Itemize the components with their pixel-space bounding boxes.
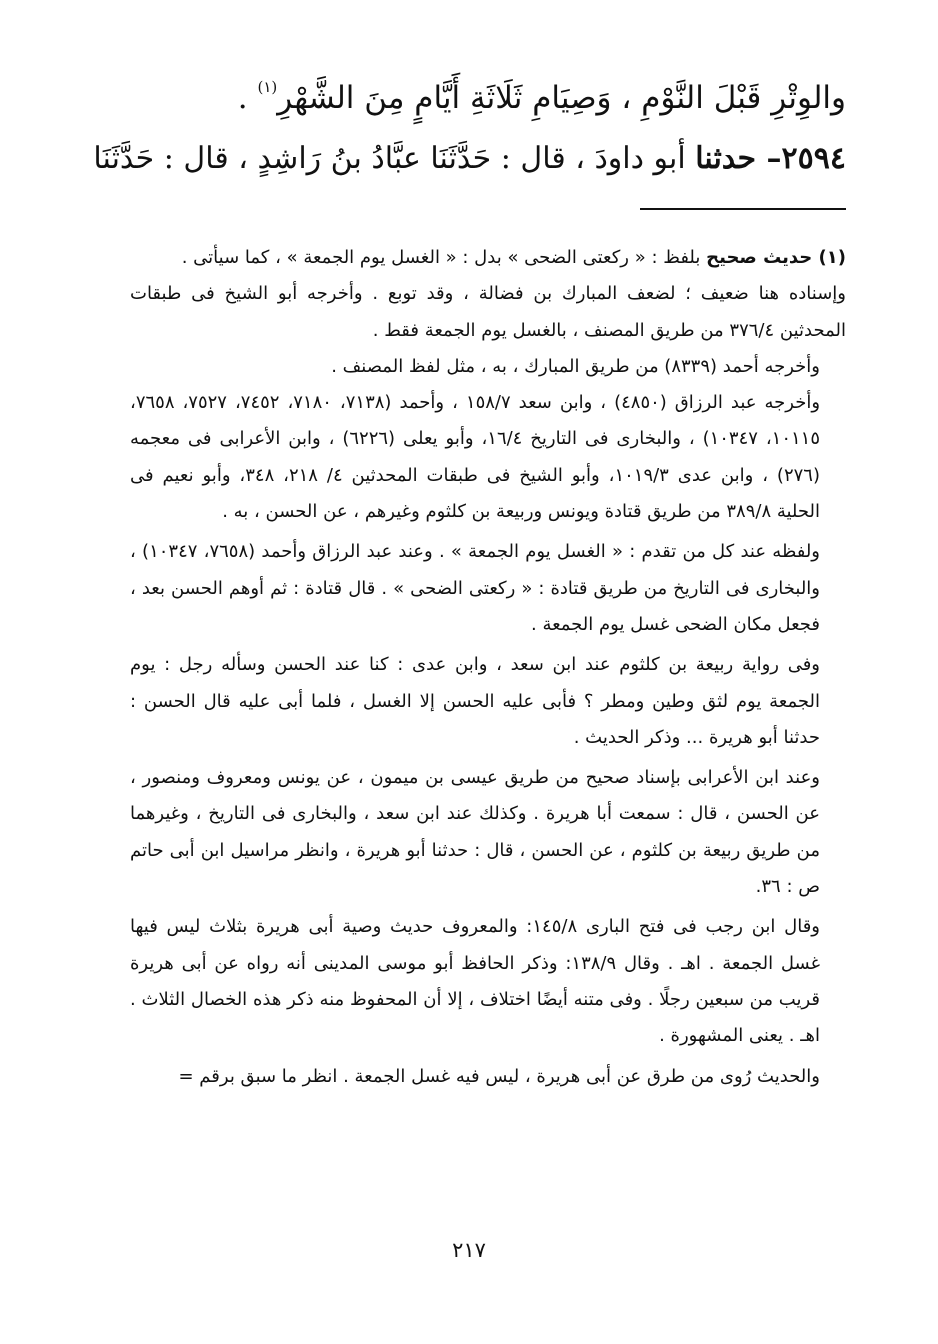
main-text-line-1: [130, 62, 846, 123]
footnotes-section: [130, 240, 846, 1095]
footnote-divider: [640, 208, 846, 210]
hadith-intro: حدثنا: [695, 141, 757, 176]
page-number: ٢١٧: [452, 1238, 486, 1262]
footnote-1-line-2: وإسناده هنا ضعيف ؛ لضعف المبارك بن فضالة ، وقد توبع . وأخرجه أبو الشيخ فى طبقات المحدثين ٣٧٦/٤ من طريق المصنف ، بالغسل يوم الجمعة فقط .: [130, 283, 846, 341]
footnote-marker[interactable]: (١): [257, 78, 278, 96]
footnote-1-line-1: [130, 240, 846, 276]
footnote-1-line-1-rest: بلفظ : « ركعتى الضحى » بدل : « الغسل يوم الجمعة » ، كما سيأتى .: [181, 247, 707, 268]
footnote-paragraph-2: وأخرجه أحمد (٨٣٣٩) من طريق المبارك ، به ، مثل لفظ المصنف .: [331, 355, 820, 377]
hadith-dash: –: [756, 141, 782, 176]
hadith-chain: أبو داودَ ، قال : حَدَّثَنَا عبَّادُ بنُ رَاشِدٍ ، قال : حَدَّثَنَا: [93, 141, 696, 176]
footnote-paragraph-4: ولفظه عند كل من تقدم : « الغسل يوم الجمعة » . وعند عبد الرزاق وأحمد (٧٦٥٨، ١٠٣٤٧) ، والبخارى فى التاريخ من طريق قتادة : « ركعتى الضحى » . قال قتادة : ثم أوهم الحسن بعد ، فجعل مكان الضحى غسل يوم الجمعة .: [130, 541, 821, 635]
main-text-line-1-end: .: [237, 80, 258, 116]
footnote-paragraph-5: وفى رواية ربيعة بن كلثوم عند ابن سعد ، وابن عدى : كنا عند الحسن وسأله رجل : يوم الجمعة يوم لثق وطين ومطر ؟ فأبى عليه الحسن إلا الغسل ، فلما أبى عليه قال الحسن : حدثنا أبو هريرة ... وذكر الحديث .: [130, 654, 820, 748]
footnote-paragraph-3: وأخرجه عبد الرزاق (٤٨٥٠) ، وابن سعد ١٥٨/٧ ، وأحمد (٧١٣٨، ٧١٨٠، ٧٤٥٢، ٧٥٢٧، ٧٦٥٨، ١٠١١٥، ١٠٣٤٧) ، والبخارى فى التاريخ ١٦/٤، وأبو يعلى (٦٢٢٦) ، وابن الأعرابى فى معجمه (٢٧٦) ، وابن عدى ١٠١٩/٣، وأبو الشيخ فى طبقات المحدثين ٤/ ٢١٨، ٣٤٨، وأبو نعيم فى الحلية ٣٨٩/٨ من طريق قتادة ويونس وربيعة بن كلثوم وغيرهم ، عن الحسن ، به .: [130, 392, 821, 523]
footnote-paragraph-8: والحديث رُوى من طرق عن أبى هريرة ، ليس فيه غسل الجمعة . انظر ما سبق برقم =: [178, 1065, 820, 1087]
footnote-paragraph-6: وعند ابن الأعرابى بإسناد صحيح من طريق عيسى بن ميمون ، عن يونس ومعروف ومنصور ، عن الحسن ، قال : سمعت أبا هريرة . وكذلك عند ابن سعد ، والبخارى فى التاريخ ، وغيرهما من طريق ربيعة بن كلثوم ، عن الحسن ، قال : حدثنا أبو هريرة ، وانظر مراسيل ابن أبى حاتم ص : ٣٦.: [130, 767, 820, 898]
footnote-1-head: (١) حديث صحيح: [706, 247, 846, 268]
footnote-paragraph-7: وقال ابن رجب فى فتح البارى ١٤٥/٨: والمعروف حديث وصية أبى هريرة بثلاث ليس فيها غسل الجمعة . اهـ . وقال ١٣٨/٩: وذكر الحافظ أبو موسى المدينى أنه رواه عن أبى هريرة قريب من سبعين رجلًا . وفى متنه أيضًا اختلاف ، إلا أن المحفوظ منه ذكر هذه الخصال الثلاث . اهـ . يعنى المشهورة .: [130, 916, 821, 1047]
main-text-line-1-content: والوِتْرِ قَبْلَ النَّوْمِ ، وَصِيَامِ ثَلَاثَةِ أَيَّامٍ مِنَ الشَّهْرِ: [277, 80, 846, 116]
hadith-number: ٢٥٩٤: [781, 141, 846, 176]
hadith-heading-line: [93, 134, 846, 184]
